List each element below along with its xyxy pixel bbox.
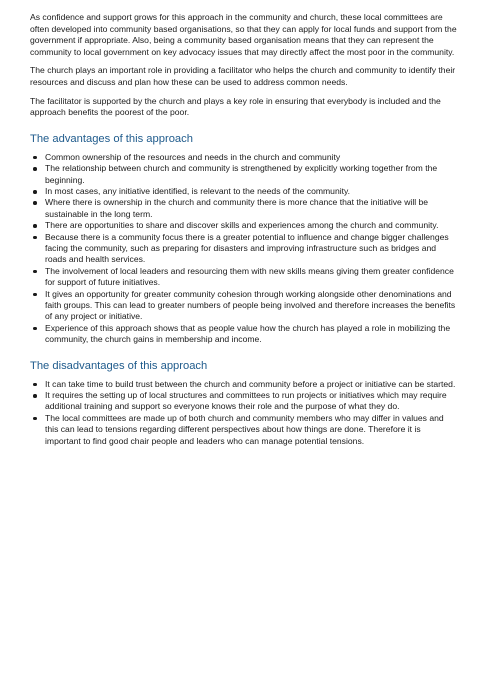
- disadvantages-list: [30, 379, 457, 447]
- intro-paragraph: The church plays an important role in providing a facilitator who helps the church and community to identify their resources and discuss and plan how these can be used to address common needs.: [30, 65, 456, 87]
- list-item: There are opportunities to share and discover skills and experiences among the church and community.: [30, 220, 457, 231]
- list-item: The involvement of local leaders and resourcing them with new skills means giving them greater confidence for support of future initiatives.: [30, 266, 457, 289]
- list-item: It requires the setting up of local structures and committees to run projects or initiatives which may require additional training and support so everyone knows their role and the purpose of what they do.: [30, 390, 457, 413]
- list-item: It gives an opportunity for greater community cohesion through working alongside other denominations and faith groups. This can lead to greater numbers of people being involved and therefore increases the benefits of any project or initiative.: [30, 289, 457, 323]
- list-item: Where there is ownership in the church and community there is more chance that the initiative will be sustainable in the long term.: [30, 197, 457, 220]
- list-item: Because there is a community focus there is a greater potential to influence and change bigger challenges facing the community, such as preparing for disasters and improving infrastructure such as bridges and roads and health services.: [30, 232, 457, 266]
- disadvantages-heading: The disadvantages of this approach: [30, 359, 208, 372]
- list-item: The relationship between church and community is strengthened by explicitly working together from the beginning.: [30, 163, 457, 186]
- intro-paragraph: As confidence and support grows for this approach in the community and church, these local committees are often developed into community based organisations, so that they can apply for local funds and support from the government if appropriate. Also, being a community based organisation means that they can represent the community to local government on key advocacy issues that may directly affect the most poor in the community.: [30, 12, 457, 57]
- list-item: Experience of this approach shows that as people value how the church has played a role in mobilizing the community, the church gains in membership and income.: [30, 323, 457, 346]
- list-item: In most cases, any initiative identified, is relevant to the needs of the community.: [30, 186, 457, 197]
- advantages-heading: The advantages of this approach: [30, 132, 193, 145]
- list-item: Common ownership of the resources and needs in the church and community: [30, 152, 457, 163]
- advantages-list: [30, 152, 457, 346]
- intro-paragraph: The facilitator is supported by the church and plays a key role in ensuring that everybody is included and the approach benefits the poorest of the poor.: [30, 95, 441, 118]
- list-item: It can take time to build trust between the church and community before a project or initiative can be started.: [30, 379, 457, 390]
- list-item: The local committees are made up of both church and community members who may differ in values and this can lead to tensions regarding different perspectives about how things are done. Therefore it is important to find good chair people and leaders who can manage potential tensions.: [30, 413, 457, 447]
